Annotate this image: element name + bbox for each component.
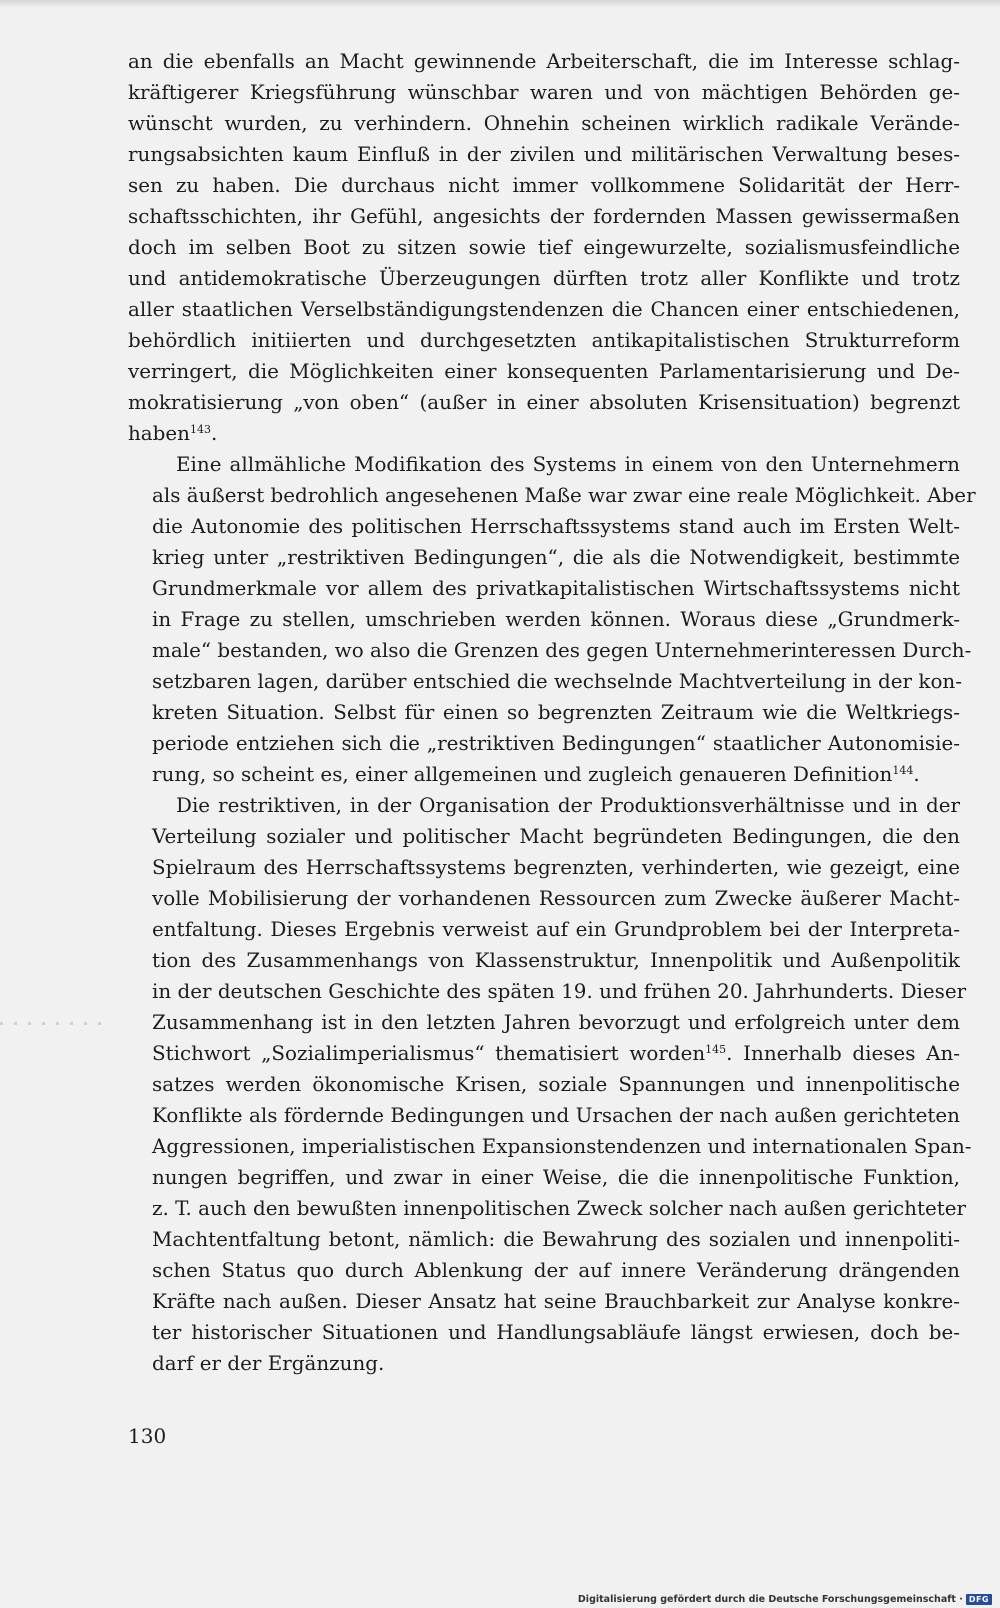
text-line: Eine allmähliche Modifikation des Systems in einem von den Unternehmern (176, 453, 960, 476)
text-line: sen zu haben. Die durchaus nicht immer vollkommene Solidarität der Herr- (128, 174, 960, 197)
text-line: tion des Zusammenhangs von Klassenstruktur, Innenpolitik und Außenpolitik (152, 949, 960, 972)
paragraph-1 (128, 46, 960, 449)
paragraph-2 (128, 449, 976, 790)
text-line: in Frage zu stellen, umschrieben werden können. Woraus diese „Grundmerk- (152, 608, 960, 631)
digitization-footer (578, 1594, 992, 1605)
text-line: und antidemokratische Überzeugungen dürften trotz aller Konflikte und trotz (128, 267, 960, 290)
footnote-marker-144[interactable]: 144 (892, 764, 914, 777)
text-line: als äußerst bedrohlich angesehenen Maße war zwar eine reale Möglichkeit. Aber (152, 484, 976, 507)
text-line: Machtentfaltung betont, nämlich: die Bewahrung des sozialen und innenpoliti- (152, 1228, 960, 1251)
text-line: kräftigerer Kriegsführung wünschbar waren und von mächtigen Behörden ge- (128, 81, 960, 104)
text-line: kreten Situation. Selbst für einen so begrenzten Zeitraum wie die Weltkriegs- (152, 701, 960, 724)
text-line: nungen begriffen, und zwar in einer Weise, die die innenpolitische Funktion, (152, 1166, 960, 1189)
text-line: volle Mobilisierung der vorhandenen Ressourcen zum Zwecke äußerer Macht- (152, 887, 960, 910)
text-line: Konflikte als fördernde Bedingungen und Ursachen der nach außen gerichteten (152, 1104, 960, 1127)
scan-artifact-dots (0, 1022, 110, 1025)
text-line: setzbaren lagen, darüber entschied die wechselnde Machtverteilung in der kon- (152, 670, 962, 693)
text-line-with-footnote (128, 1038, 960, 1069)
page-number: 130 (128, 1424, 167, 1448)
page-top-shadow (0, 0, 1000, 8)
text-line: Die restriktiven, in der Organisation der Produktionsverhältnisse und in der (176, 794, 960, 817)
text-line: behördlich initiierten und durchgesetzten antikapitalistischen Strukturreform (128, 329, 960, 352)
text-line: Aggressionen, imperialistischen Expansionstendenzen und internationalen Span- (152, 1135, 972, 1158)
text-line: mokratisierung „von oben“ (außer in einer absoluten Krisensituation) begrenzt (128, 391, 960, 414)
text-line: schaftsschichten, ihr Gefühl, angesichts der fordernden Massen gewissermaßen (128, 205, 960, 228)
text-line: an die ebenfalls an Macht gewinnende Arbeiterschaft, die im Interesse schlag- (128, 50, 960, 73)
text-line: Spielraum des Herrschaftssystems begrenzten, verhinderten, wie gezeigt, eine (152, 856, 960, 879)
text-line: Kräfte nach außen. Dieser Ansatz hat seine Brauchbarkeit zur Analyse konkre- (152, 1290, 960, 1313)
text-line: entfaltung. Dieses Ergebnis verweist auf ein Grundproblem bei der Interpreta- (152, 918, 960, 941)
footnote-marker-143[interactable]: 143 (189, 423, 211, 436)
text-fragment: . Innerhalb dieses An- (726, 1042, 960, 1065)
text-fragment: . (913, 763, 920, 786)
text-line: Zusammenhang ist in den letzten Jahren bevorzugt und erfolgreich unter dem (152, 1011, 960, 1034)
text-line: schen Status quo durch Ablenkung der auf innere Veränderung drängenden (152, 1259, 960, 1282)
text-line: ter historischer Situationen und Handlungsabläufe längst erwiesen, doch be- (152, 1321, 960, 1344)
text-line: male“ bestanden, wo also die Grenzen des gegen Unternehmerinteressen Durch- (152, 639, 972, 662)
text-line: wünscht wurden, zu verhindern. Ohnehin scheinen wirklich radikale Verände- (128, 112, 960, 135)
text-line: die Autonomie des politischen Herrschaftssystems stand auch im Ersten Welt- (152, 515, 960, 538)
footnote-marker-145[interactable]: 145 (705, 1043, 727, 1056)
text-line-last: darf er der Ergänzung. (152, 1352, 385, 1375)
footer-text: Digitalisierung gefördert durch die Deutsche Forschungsgemeinschaft · (577, 1594, 963, 1605)
text-line: krieg unter „restriktiven Bedingungen“, die als die Notwendigkeit, bestimmte (152, 546, 960, 569)
text-line: verringert, die Möglichkeiten einer konsequenten Parlamentarisierung und De- (128, 360, 960, 383)
text-fragment: haben (128, 422, 190, 445)
text-line: Verteilung sozialer und politischer Macht begründeten Bedingungen, die den (152, 825, 960, 848)
text-line-last (128, 418, 960, 449)
paragraph-3 (128, 790, 972, 1379)
text-line: z. T. auch den bewußten innenpolitischen Zweck solcher nach außen gerichteter (152, 1197, 967, 1220)
text-line: aller staatlichen Verselbständigungstendenzen die Chancen einer entschiedenen, (128, 298, 960, 321)
text-line: satzes werden ökonomische Krisen, soziale Spannungen und innenpolitische (152, 1073, 960, 1096)
text-line-last (128, 759, 960, 790)
dfg-logo-icon: DFG (966, 1594, 992, 1605)
text-fragment: . (210, 422, 218, 445)
text-line: in der deutschen Geschichte des späten 19. und frühen 20. Jahrhunderts. Dieser (152, 980, 967, 1003)
text-line: Grundmerkmale vor allem des privatkapitalistischen Wirtschaftssystems nicht (152, 577, 960, 600)
text-line: periode entziehen sich die „restriktiven Bedingungen“ staatlicher Autonomisie- (152, 732, 960, 755)
text-fragment: Stichwort „Sozialimperialismus“ thematisiert worden (152, 1042, 706, 1065)
body-text (128, 46, 976, 1379)
text-line: doch im selben Boot zu sitzen sowie tief eingewurzelte, sozialismusfeindliche (128, 236, 960, 259)
text-line: rungsabsichten kaum Einfluß in der zivilen und militärischen Verwaltung beses- (128, 143, 960, 166)
text-fragment: rung, so scheint es, einer allgemeinen und zugleich genaueren Definition (152, 763, 893, 786)
